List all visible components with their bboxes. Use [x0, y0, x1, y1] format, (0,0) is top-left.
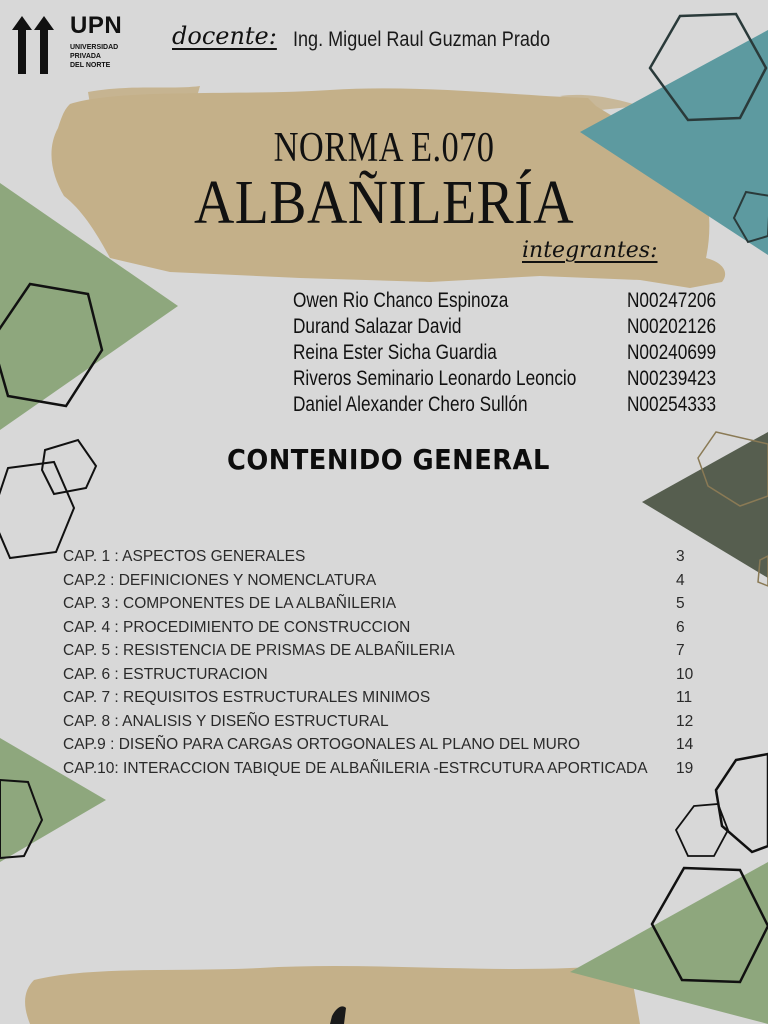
docente-label: docente: — [172, 22, 277, 50]
contents-heading: CONTENIDO GENERAL — [227, 443, 550, 476]
logo-subtitle-line: UNIVERSIDAD — [70, 44, 119, 51]
toc-entry-title: CAP. 7 : REQUISITOS ESTRUCTURALES MINIMOS — [63, 689, 431, 706]
toc-entry-page: 11 — [676, 689, 693, 706]
toc-entry-page: 4 — [676, 571, 685, 589]
hexagon-outline — [42, 440, 96, 494]
toc-entry[interactable] — [0, 572, 768, 594]
logo-subtitle-line: DEL NORTE — [70, 62, 111, 69]
toc-entry-title: CAP. 6 : ESTRUCTURACION — [63, 665, 268, 683]
toc-entry[interactable] — [0, 760, 768, 782]
member-name: Durand Salazar David — [293, 315, 462, 338]
logo-subtitle-line: PRIVADA — [70, 53, 101, 60]
member-name: Daniel Alexander Chero Sullón — [293, 393, 528, 416]
member-row — [0, 341, 768, 367]
toc-entry[interactable] — [0, 689, 768, 711]
member-row — [0, 393, 768, 419]
toc-entry-title: CAP. 8 : ANALISIS Y DISEÑO ESTRUCTURAL — [63, 712, 389, 730]
member-code: N00240699 — [627, 341, 717, 364]
hexagon-outline — [0, 462, 74, 558]
member-code: N00239423 — [627, 367, 717, 390]
toc-entry-title: CAP.9 : DISEÑO PARA CARGAS ORTOGONALES AL PLANO DEL MURO — [63, 736, 581, 753]
member-name: Owen Rio Chanco Espinoza — [293, 289, 509, 312]
toc-entry-title: CAP. 5 : RESISTENCIA DE PRISMAS DE ALBAÑILERIA — [63, 642, 455, 659]
toc-entry-title: CAP.2 : DEFINICIONES Y NOMENCLATURA — [63, 571, 377, 589]
toc-entry-title: CAP. 4 : PROCEDIMIENTO DE CONSTRUCCION — [63, 618, 411, 636]
member-code: N00247206 — [627, 289, 717, 312]
toc-entry-title: CAP.10: INTERACCION TABIQUE DE ALBAÑILERIA -ESTRCUTURA APORTICADA — [63, 759, 648, 777]
upn-logo — [10, 12, 123, 74]
toc-entry-page: 14 — [676, 736, 694, 753]
toc-entry-page: 12 — [676, 712, 694, 730]
toc-entry-page: 19 — [676, 759, 694, 777]
toc-entry-page: 7 — [676, 642, 685, 659]
member-code: N00254333 — [627, 393, 717, 416]
toc-entry-title: CAP. 1 : ASPECTOS GENERALES — [63, 548, 306, 565]
integrantes-label: integrantes: — [522, 238, 658, 263]
member-code: N00202126 — [627, 315, 717, 338]
member-name: Riveros Seminario Leonardo Leoncio — [293, 367, 577, 390]
upn-arrows-icon — [10, 14, 58, 74]
document-title-subject: ALBAÑILERÍA — [194, 169, 574, 237]
toc-entry[interactable] — [0, 595, 768, 617]
member-row — [0, 367, 768, 393]
toc-entry-page: 10 — [676, 665, 694, 683]
toc-entry-page: 3 — [676, 548, 685, 565]
toc-entry[interactable] — [0, 619, 768, 641]
member-name: Reina Ester Sicha Guardia — [293, 341, 497, 364]
toc-entry[interactable] — [0, 548, 768, 570]
hexagon-outline — [676, 804, 728, 856]
toc-entry-page: 5 — [676, 595, 685, 612]
toc-entry[interactable] — [0, 666, 768, 688]
member-row — [0, 289, 768, 315]
document-title-norma: NORMA E.070 — [273, 125, 495, 171]
toc-entry-page: 6 — [676, 618, 685, 636]
docente-name: Ing. Miguel Raul Guzman Prado — [293, 28, 550, 51]
toc-entry[interactable] — [0, 642, 768, 664]
logo-name: UPN — [70, 12, 123, 39]
toc-entry[interactable] — [0, 713, 768, 735]
toc-entry-title: CAP. 3 : COMPONENTES DE LA ALBAÑILERIA — [63, 595, 397, 612]
toc-entry[interactable] — [0, 736, 768, 758]
member-row — [0, 315, 768, 341]
